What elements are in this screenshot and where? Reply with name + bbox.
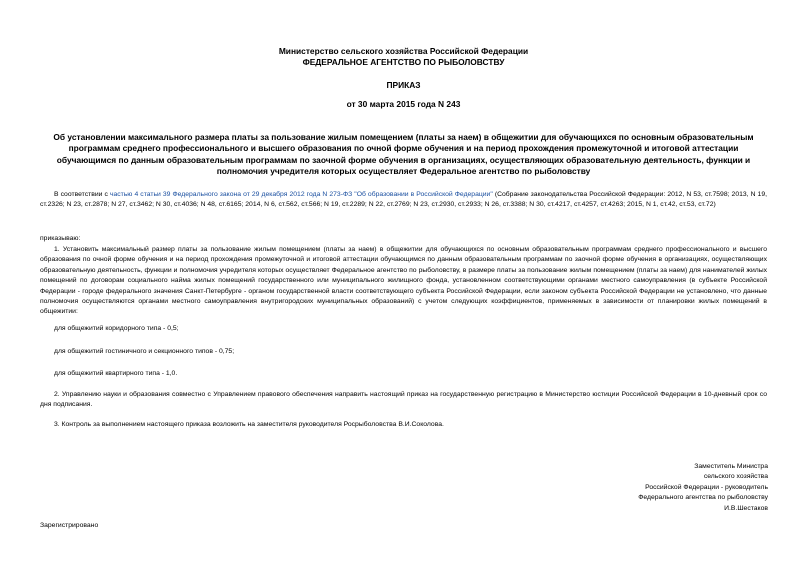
coefficient-2: для общежитий гостиничного и секционного типов - 0,75;: [54, 348, 235, 355]
document-header: [40, 46, 767, 68]
coefficient-3: для общежитий квартирного типа - 1,0.: [54, 370, 178, 377]
signature-name: И.В.Шестаков: [724, 504, 768, 512]
doc-type: ПРИКАЗ: [386, 80, 421, 90]
preamble-suffix: (Собрание законодательства Российской Федерации: 2012, N 53, ст.7598; 2013, N 19, ст.2326; N 23, ст.2878; N 27, ст.3462; N 30, ст.4036; N 48, ст.6165; 2014, N 6, ст.562, ст.566; N 19, ст.2289; N 22, ст.2769; N 23, ст.2930, ст.2933; N 26, ст.3388; N 30, ст.4217, ст.4257, ст.4263; 2015, N 1, ст.42, ст.53, ст.72): [40, 191, 768, 209]
preamble: [40, 190, 767, 211]
doc-date-number: от 30 марта 2015 года N 243: [346, 99, 461, 109]
preamble-prefix: В соответствии с: [54, 191, 110, 198]
order-word: приказываю:: [40, 235, 81, 242]
agency-name: ФЕДЕРАЛЬНОЕ АГЕНТСТВО ПО РЫБОЛОВСТВУ: [302, 57, 505, 67]
item-2-text: 2. Управлению науки и образования совместно с Управлением правового обеспечения направить настоящий приказ на государственную регистрацию в Министерство юстиции Российской Федерации в 10-дневный срок со дня подписания.: [40, 391, 767, 409]
signature-line-1: Заместитель Министра: [694, 463, 768, 470]
item-3: [40, 420, 767, 430]
registered-note: Зарегистрировано: [40, 522, 99, 529]
law-link[interactable]: частью 4 статьи 39 Федерального закона от 29 декабря 2012 года N 273-ФЗ "Об образовании в Российской Федерации": [109, 191, 493, 198]
signature-line-3: Российской Федерации - руководитель: [645, 483, 768, 491]
item-2: [40, 390, 767, 411]
signature-line-4: Федерального агентства по рыболовству: [638, 494, 768, 502]
coefficient-1: для общежитий коридорного типа - 0,5;: [54, 325, 179, 332]
item-1: [40, 245, 767, 318]
ministry-name: Министерство сельского хозяйства Российской Федерации: [278, 46, 529, 56]
signature-line-2: сельского хозяйства: [703, 473, 768, 481]
signature-block: [508, 462, 768, 514]
item-3-text: 3. Контроль за выполнением настоящего приказа возложить на заместителя руководителя Росрыболовства В.И.Соколова.: [54, 421, 444, 428]
doc-title: Об установлении максимального размера платы за пользование жилым помещением (платы за наем) в общежитии для обучающихся по основным образовательным программам среднего профессионального и высшего образования по очной форме обучения и на период прохождения промежуточной и итоговой аттестации обучающимся по данным образовательным программам по заочной форме обучения в организациях, осуществляющих образовательную деятельность, функции и полномочия учредителя которых осуществляет Федеральное агентство по рыболовству: [53, 132, 754, 176]
item-1-text: 1. Установить максимальный размер платы за пользование жилым помещением (платы за наем) в общежитии для обучающихся по основным образовательным программам среднего профессионального и высшего образования по очной форме обучения и на период прохождения промежуточной и итоговой аттестации обучающимся по данным образовательным программам по заочной форме обучения в организациях, осуществляющих образовательную деятельность, функции и полномочия учредителя которых осуществляет Федеральное агентство по рыболовству, в размере платы за пользование жилым помещением (платы за наем) для нанимателей жилых помещений по договорам социального найма жилых помещений государственного или муниципального жилищного фонда, установленном соответствующими органами местного самоуправления (в субъекте Российской Федерации - городе федерального значения Санкт-Петербурге - органом государственной власти соответствующего субъекта Российской Федерации, если законом субъекта Российской Федерации не установлено, что данные полномочия осуществляются органами местного самоуправления внутригородских муниципальных образований) с учетом следующих коэффициентов, применяемых в зависимости от планировки жилых помещений в общежитии:: [40, 246, 767, 316]
